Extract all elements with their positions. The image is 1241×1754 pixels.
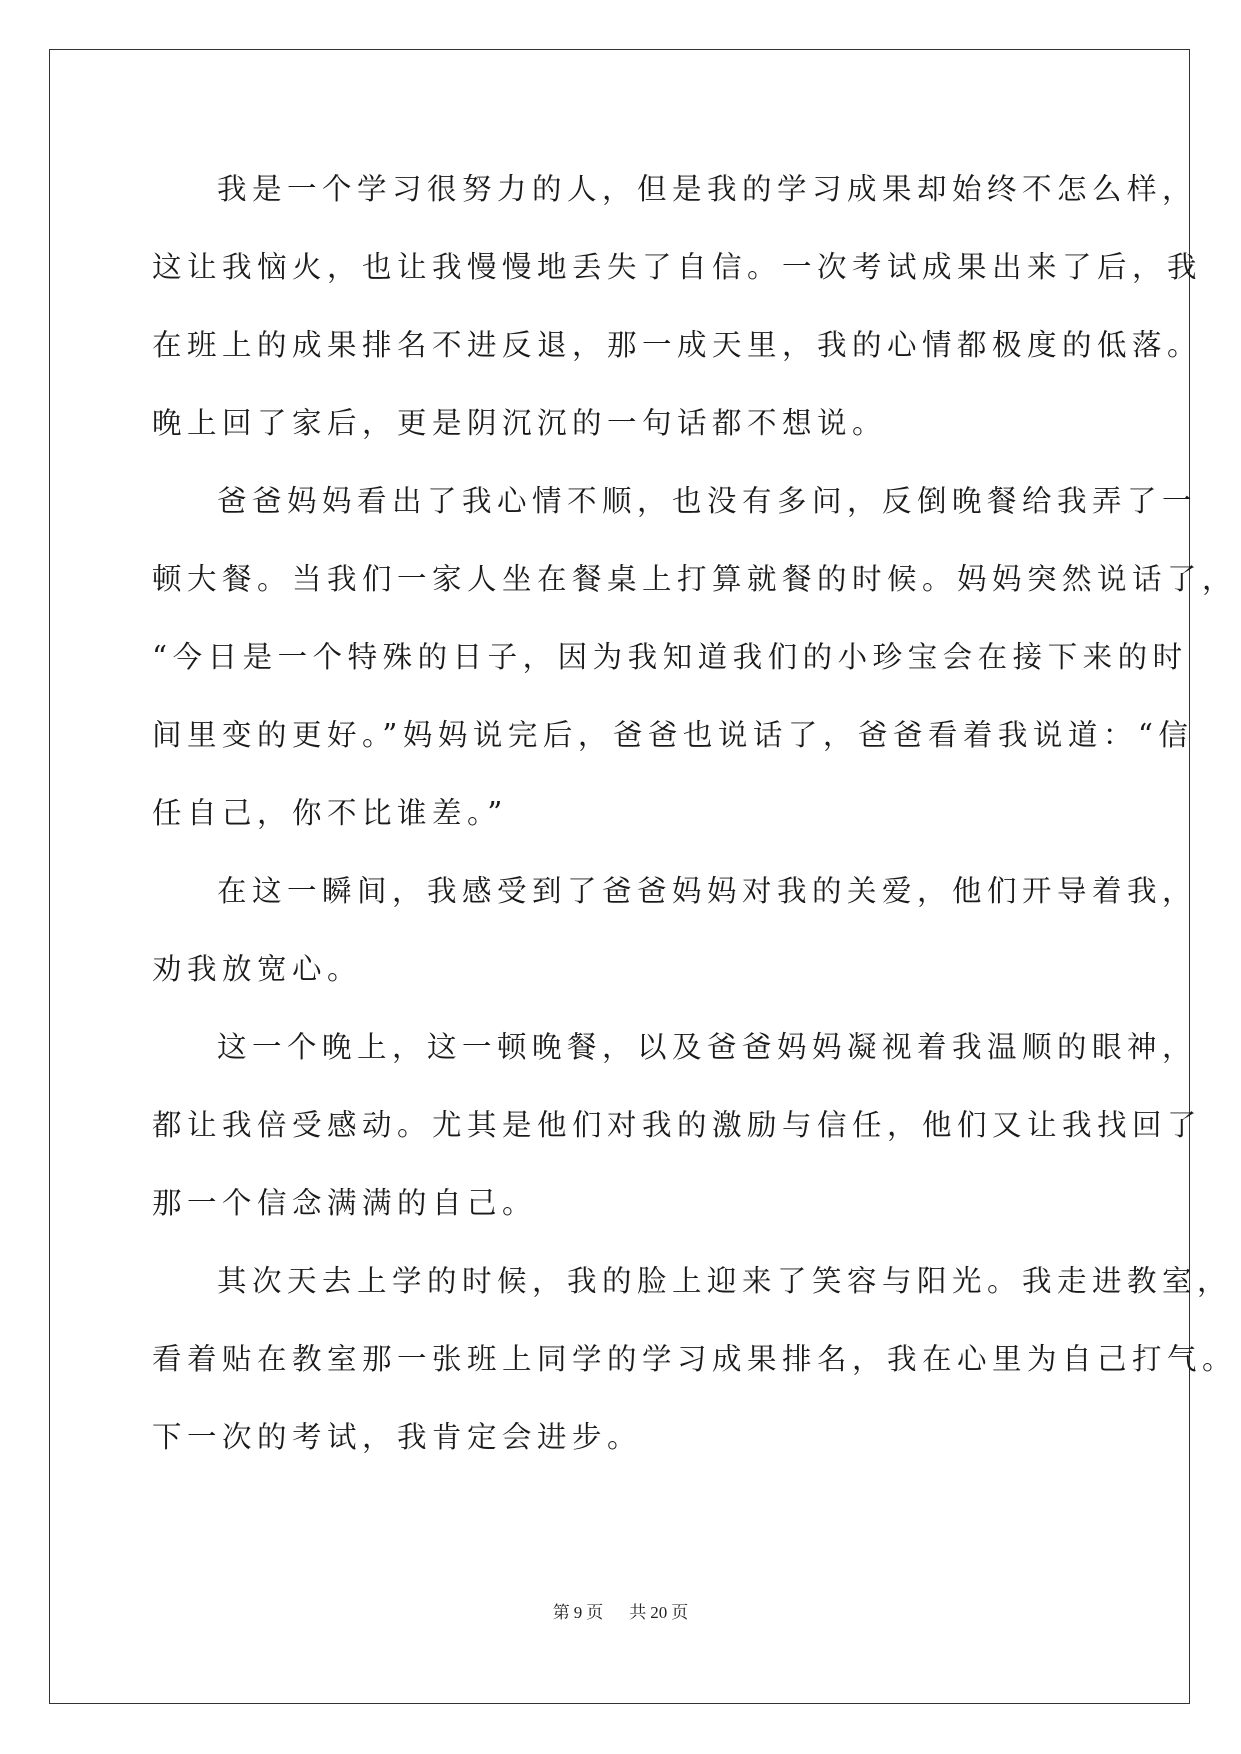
paragraph — [152, 852, 1198, 1008]
page-label: 第 — [552, 1603, 570, 1622]
paragraph — [152, 462, 1238, 852]
text-line: 这一个晚上，这一顿晚餐，以及爸爸妈妈凝视着我温顺的眼神， — [217, 1030, 1198, 1064]
text-line: 我是一个学习很努力的人，但是我的学习成果却始终不怎么样， — [217, 172, 1198, 206]
text-line: 间里变的更好。”妈妈说完后，爸爸也说话了，爸爸看着我说道：“信 — [152, 718, 1194, 752]
text-line: 看着贴在教室那一张班上同学的学习成果排名，我在心里为自己打气。 — [152, 1342, 1238, 1376]
text-line: 其次天去上学的时候，我的脸上迎来了笑容与阳光。我走进教室， — [217, 1264, 1233, 1298]
text-line: 下一次的考试，我肯定会进步。 — [152, 1420, 643, 1454]
text-line: 那一个信念满满的自己。 — [152, 1186, 538, 1220]
text-line: “今日是一个特殊的日子，因为我知道我们的小珍宝会在接下来的时 — [152, 640, 1188, 674]
total-label: 共 — [629, 1603, 647, 1622]
page-number: 9 — [573, 1603, 583, 1622]
text-line: 任自己，你不比谁差。” — [152, 796, 508, 830]
text-line: 劝我放宽心。 — [152, 952, 363, 986]
text-line: 在班上的成果排名不进反退，那一成天里，我的心情都极度的低落。 — [152, 328, 1203, 362]
page-footer — [0, 1598, 1241, 1623]
paragraph — [152, 150, 1203, 462]
document-body — [152, 150, 1238, 1476]
paragraph — [152, 1242, 1238, 1476]
text-line: 爸爸妈妈看出了我心情不顺，也没有多问，反倒晚餐给我弄了一 — [217, 484, 1198, 518]
text-line: 顿大餐。当我们一家人坐在餐桌上打算就餐的时候。妈妈突然说话了， — [152, 562, 1238, 596]
text-line: 这让我恼火，也让我慢慢地丢失了自信。一次考试成果出来了后，我 — [152, 250, 1203, 284]
total-suffix: 页 — [671, 1603, 689, 1622]
page-suffix: 页 — [586, 1603, 604, 1622]
total-pages: 20 — [650, 1603, 668, 1622]
text-line: 晚上回了家后，更是阴沉沉的一句话都不想说。 — [152, 406, 888, 440]
paragraph — [152, 1008, 1203, 1242]
text-line: 在这一瞬间，我感受到了爸爸妈妈对我的关爱，他们开导着我， — [217, 874, 1198, 908]
text-line: 都让我倍受感动。尤其是他们对我的激励与信任，他们又让我找回了 — [152, 1108, 1203, 1142]
